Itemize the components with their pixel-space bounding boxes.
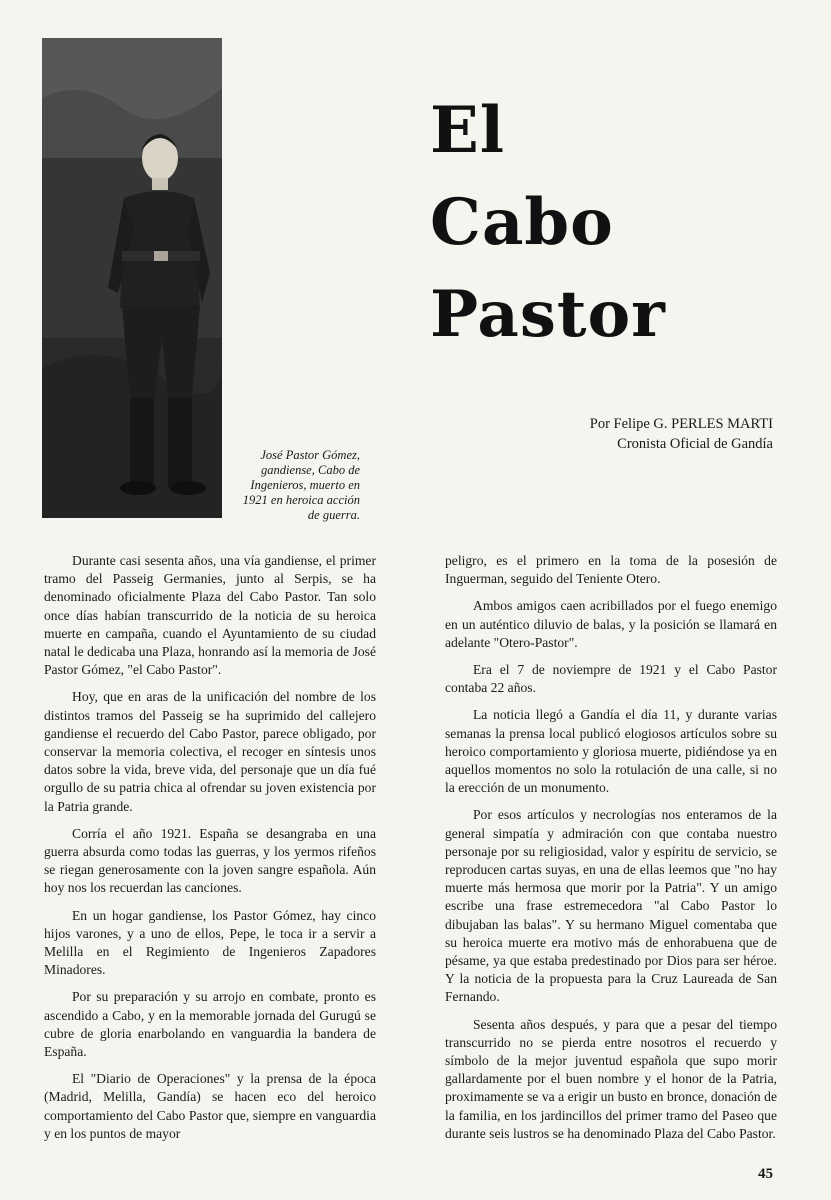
paragraph: Era el 7 de noviempre de 1921 y el Cabo Pastor contaba 22 años. — [445, 662, 777, 696]
paragraph: En un hogar gandiense, los Pastor Gómez, hay cinco hijos varones, y a uno de ellos, Pepe, le toca ir a servir a Melilla en el Regimiento de Ingenieros Zapadores Minadores. — [44, 907, 376, 978]
paragraph: Corría el año 1921. España se desangraba en una guerra absurda como todas las guerras, y los yermos rifeños se riegan generosamente con la joven sangre española. Aún hoy nos los recuerdan las canciones. — [44, 825, 376, 896]
byline — [590, 414, 773, 454]
author-name: Por Felipe G. PERLES MARTI — [589, 416, 773, 432]
title-line-1: El — [430, 93, 506, 168]
article-title — [430, 85, 790, 361]
paragraph: Durante casi sesenta años, una vía gandiense, el primer tramo del Passeig Germanies, junto al Serpis, se ha denominado oficialmente Plaza del Cabo Pastor. Tan solo once días habían transcurrido de la noticia de su heroica muerte en campaña, cuando el Ayuntamiento de su ciudad natal le dedicaba una Plaza, honrando así la memoria de José Pastor Gómez, "el Cabo Pastor". — [44, 553, 376, 678]
title-line-3: Pastor — [430, 277, 666, 352]
title-line-2: Cabo — [430, 185, 614, 260]
paragraph: Hoy, que en aras de la unificación del nombre de los distintos tramos del Passeig se ha suprimido del callejero gandiense el recuerdo del Cabo Pastor, parece obligado, por conservar la memoria colectiva, el recoger en síntesis unos datos sobre la vida, breve vida, del personaje que un día fué orgullo de su patria chica al ofrendar su joven existencia por la Patria grande. — [44, 689, 376, 814]
paragraph: peligro, es el primero en la toma de la posesión de Inguerman, seguido del Teniente Otero. — [445, 553, 777, 587]
paragraph: La noticia llegó a Gandía el día 11, y durante varias semanas la prensa local publicó elogiosos artículos sobre su heroico comportamiento y gloriosa muerte, pidiéndose ya en aquellos momentos no solo la rotulación de una calle, si no la erección de un monumento. — [445, 707, 777, 796]
paragraph: Por su preparación y su arrojo en combate, pronto es ascendido a Cabo, y en la memorable jornada del Gurugú se cubre de gloria enarbolando en vanguardia la bandera de España. — [44, 989, 376, 1060]
paragraph: Por esos artículos y necrologías nos enteramos de la general simpatía y admiración con que contaba nuestro personaje por su religiosidad, valor y espíritu de servicio, se reproducen cartas suyas, en una de ellas leemos que "no hay muerte más hermosa que morir por la Patria". Y un amigo escribe una frase estremecedora "al Cabo Pastor lo dibujaban las balas". Y su hermano Miguel comentaba que su heroica muerte era motivo más de enhorabuena que de pésame, ya que estaba predestinado por Dios para ser héroe. Y la noticia de la propuesta para la Cruz Laureada de San Fernando. — [445, 807, 777, 1005]
portrait-photo — [42, 38, 222, 518]
paragraph: Ambos amigos caen acribillados por el fuego enemigo en un auténtico diluvio de balas, y la posición se llamará en adelante "Otero-Pastor". — [445, 598, 777, 650]
photo-caption: José Pastor Gómez, gandiense, Cabo de Ingenieros, muerto en 1921 en heroica acción de guerra. — [242, 448, 360, 522]
page-number: 45 — [758, 1166, 773, 1182]
right-column — [445, 552, 777, 1152]
paragraph: Sesenta años después, y para que a pesar del tiempo transcurrido no se pierda entre nosotros el recuerdo y símbolo de la mejor juventud española que supo morir gallardamente por el buen nombre y el honor de la Patria, proximamente se va a erigir un busto en bronce, donación de la familia, en los jardincillos del primer tramo del Paseo que durante seis lustros se ha denominado Plaza del Cabo Pastor. — [445, 1016, 777, 1141]
paragraph: El "Diario de Operaciones" y la prensa de la época (Madrid, Melilla, Gandía) se hacen eco del heroico comportamiento del Cabo Pastor que, siempre en vanguardia y en los puntos de mayor — [44, 1071, 376, 1141]
author-role: Cronista Oficial de Gandía — [617, 436, 773, 452]
soldier-silhouette-icon — [42, 38, 222, 518]
left-column — [44, 552, 376, 1152]
